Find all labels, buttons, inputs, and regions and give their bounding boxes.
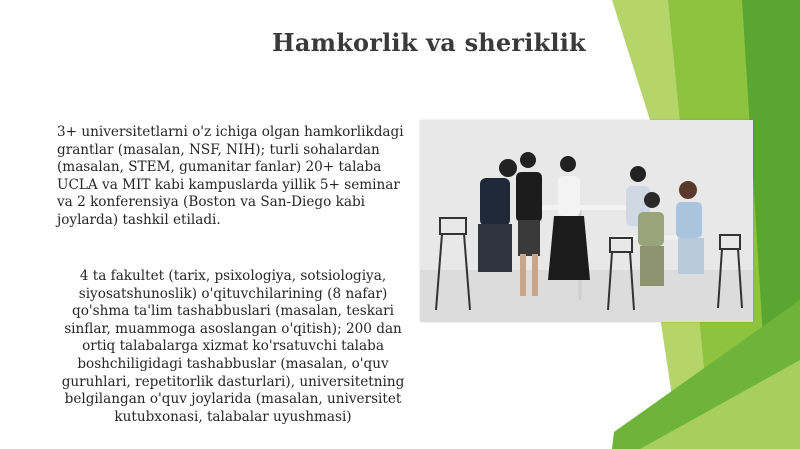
team-photo — [420, 120, 753, 322]
slide-title: Hamkorlik va sheriklik — [272, 28, 586, 57]
body-paragraph-1: 3+ universitetlarni o'z ichiga olgan hamkorlikdagi grantlar (masalan, NSF, NIH); turli sohalardan (masalan, STEM, gumanitar fanlar) 20+ talaba UCLA va MIT kabi kampuslarda yillik 5+ seminar va 2 konferensiya (Boston va San-Diego kabi joylarda) tashkil etiladi. — [57, 124, 404, 228]
students-photo-illustration — [420, 120, 753, 322]
body-paragraph-2: 4 ta fakultet (tarix, psixologiya, sotsiologiya, siyosatshunoslik) o'qituvchilarining (8 nafar) qo'shma ta'lim tashabbuslari (masalan, teskari sinflar, muammoga asoslangan o'qitish); 200 dan ortiq talabalarga xizmat ko'rsatuvchi talaba boshchiligidagi tashabbuslar (masalan, o'quv guruhlari, repetitorlik dasturlari), universitetning belgilangan o'quv joylarida (masalan, universitet kutubxonasi, talabalar uyushmasi) — [61, 268, 405, 425]
